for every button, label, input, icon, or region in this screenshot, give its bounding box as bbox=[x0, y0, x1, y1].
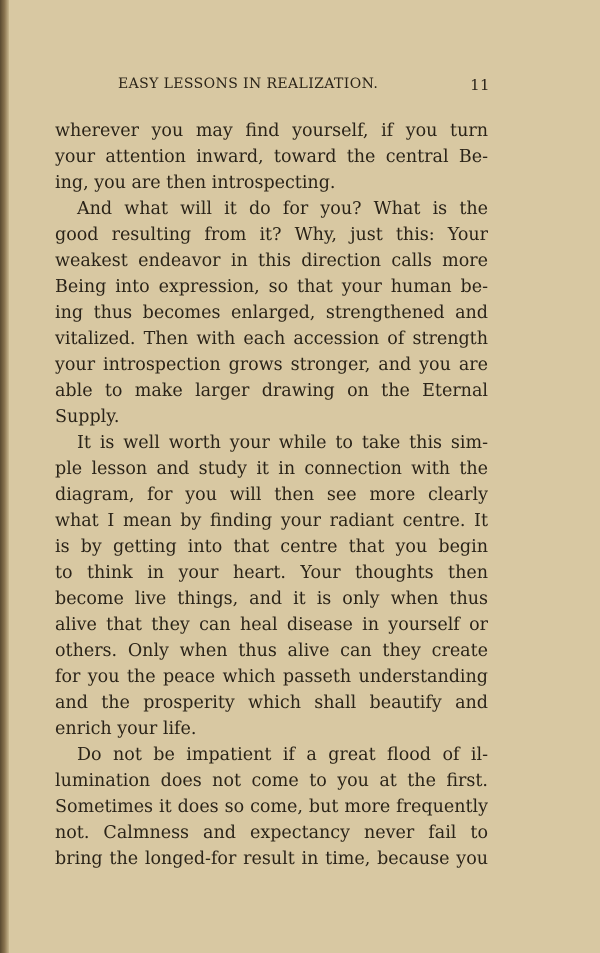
text-line: vitalized. Then with each accession of strength bbox=[55, 329, 488, 349]
text-line: weakest endeavor in this direction calls more bbox=[55, 251, 488, 271]
text-line: ing thus becomes enlarged, strengthened and bbox=[55, 303, 488, 323]
text-line: your attention inward, toward the central Be- bbox=[55, 147, 488, 167]
text-line: wherever you may find yourself, if you turn bbox=[55, 121, 488, 141]
book-spine-edge bbox=[0, 0, 9, 953]
text-line: It is well worth your while to take this sim- bbox=[77, 433, 488, 453]
text-line: others. Only when thus alive can they create bbox=[55, 641, 488, 661]
text-line: for you the peace which passeth understanding bbox=[55, 667, 488, 687]
text-line: bring the longed-for result in time, because you bbox=[55, 849, 488, 869]
page-body-text bbox=[55, 118, 488, 872]
text-line: and the prosperity which shall beautify and bbox=[55, 693, 488, 713]
text-line: to think in your heart. Your thoughts then bbox=[55, 563, 488, 583]
text-line: is by getting into that centre that you begin bbox=[55, 537, 488, 557]
text-line: your introspection grows stronger, and you are bbox=[55, 355, 488, 375]
text-line: diagram, for you will then see more clearly bbox=[55, 485, 488, 505]
text-line: ing, you are then introspecting. bbox=[55, 173, 336, 193]
text-line: good resulting from it? Why, just this: Your bbox=[55, 225, 488, 245]
text-line: alive that they can heal disease in yourself or bbox=[55, 615, 488, 635]
text-line: lumination does not come to you at the first. bbox=[55, 771, 488, 791]
text-line: able to make larger drawing on the Eternal bbox=[55, 381, 488, 401]
text-line: Do not be impatient if a great flood of il- bbox=[77, 745, 488, 765]
text-line: Supply. bbox=[55, 407, 120, 427]
text-line: Being into expression, so that your human be- bbox=[55, 277, 488, 297]
text-line: not. Calmness and expectancy never fail to bbox=[55, 823, 488, 843]
text-line: Sometimes it does so come, but more frequently bbox=[55, 797, 488, 817]
text-line: And what will it do for you? What is the bbox=[77, 199, 488, 219]
running-title: EASY LESSONS IN REALIZATION. bbox=[118, 76, 379, 92]
text-line: what I mean by finding your radiant centre. It bbox=[55, 511, 488, 531]
text-line: enrich your life. bbox=[55, 719, 197, 739]
text-line: ple lesson and study it in connection with the bbox=[55, 459, 488, 479]
page-number: 11 bbox=[470, 76, 490, 94]
running-header bbox=[118, 76, 490, 98]
text-line: become live things, and it is only when thus bbox=[55, 589, 488, 609]
